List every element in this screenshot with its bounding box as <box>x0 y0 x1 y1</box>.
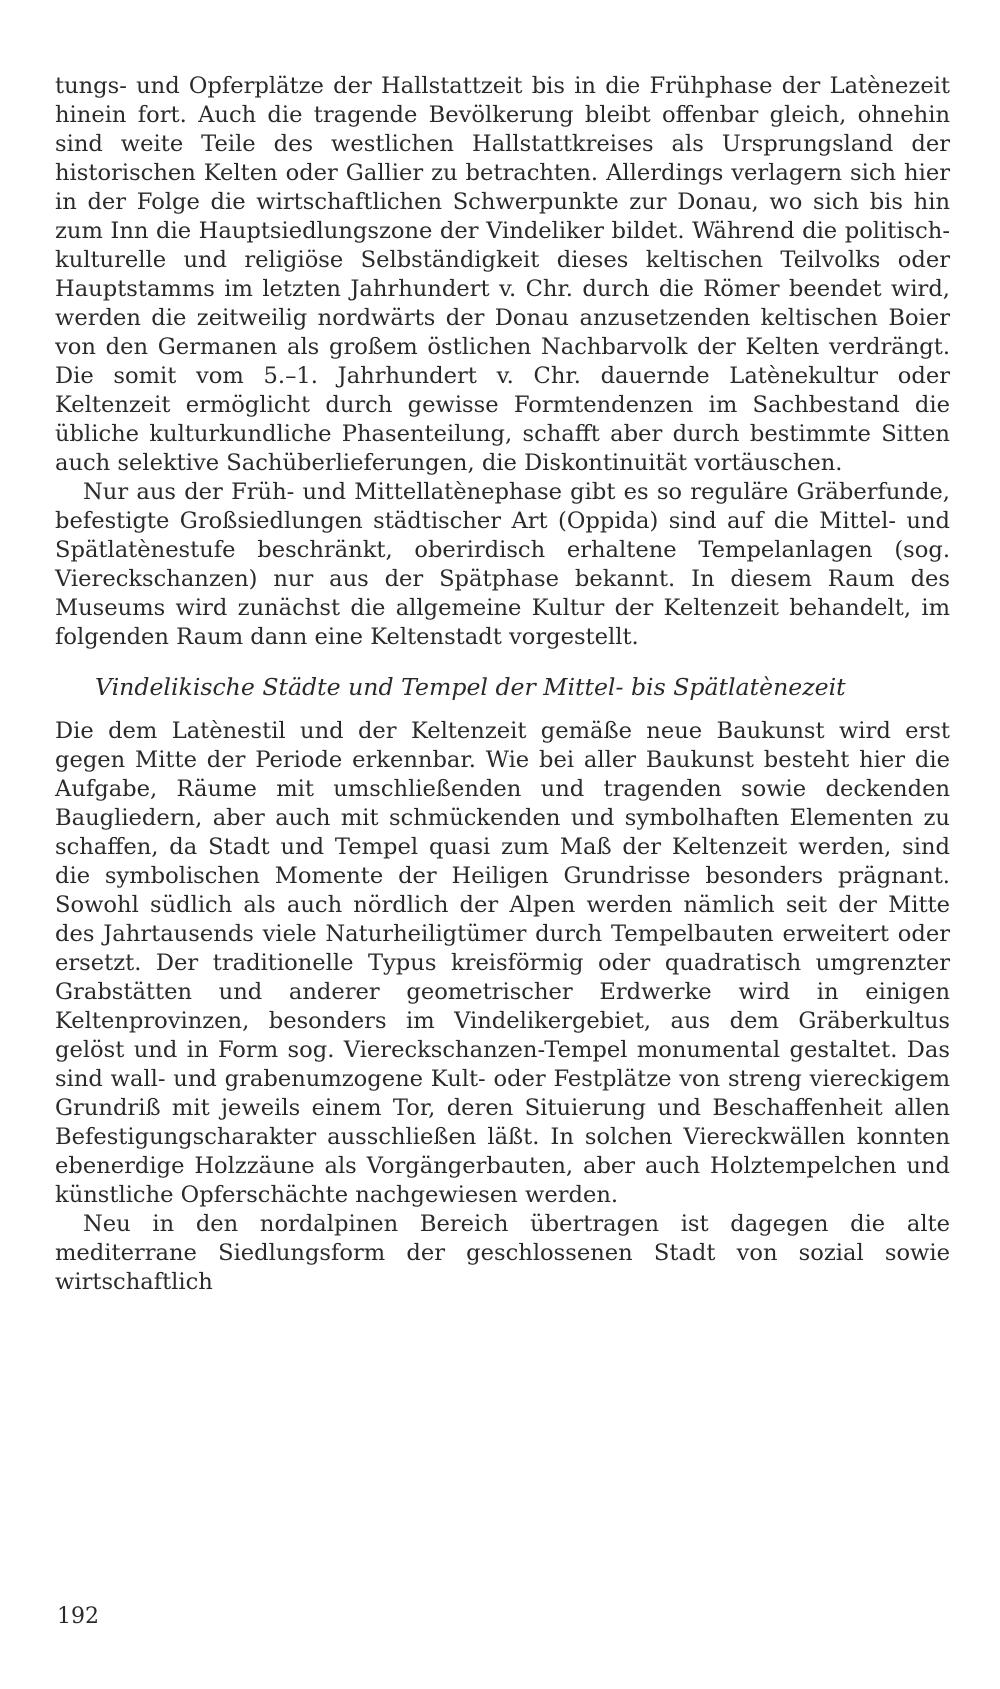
paragraph-1: tungs- und Opferplätze der Hallstattzeit bis in die Frühphase der Latènezeit hinein fort. Auch die tragende Bevölkerung bleibt offenbar gleich, ohnehin sind weite Teile des westlichen Hallstattkreises als Ursprungsland der historischen Kelten oder Gallier zu betrachten. Allerdings verlagern sich hier in der Folge die wirtschaftlichen Schwerpunkte zur Donau, wo sich bis hin zum Inn die Hauptsiedlungszone der Vindeliker bildet. Während die politisch-kulturelle und religiöse Selbständigkeit dieses keltischen Teilvolks oder Hauptstamms im letzten Jahrhundert v. Chr. durch die Römer beendet wird, werden die zeitweilig nordwärts der Donau anzusetzenden keltischen Boier von den Germanen als großem östlichen Nachbarvolk der Kelten verdrängt. Die somit vom 5.–1. Jahrhundert v. Chr. dauernde Latènekultur oder Keltenzeit ermöglicht durch gewisse Formtendenzen im Sachbestand die übliche kulturkundliche Phasenteilung, schafft aber durch bestimmte Sitten auch selektive Sachüberlieferungen, die Diskontinuität vortäuschen. <box>55 73 950 476</box>
paragraph-2: Nur aus der Früh- und Mittellatènephase gibt es so reguläre Gräberfunde, befestigte Großsiedlungen städtischer Art (Oppida) sind auf die Mittel- und Spätlatènestufe beschränkt, oberirdisch erhaltene Tempelanlagen (sog. Viereckschanzen) nur aus der Spätphase bekannt. In diesem Raum des Museums wird zunächst die allgemeine Kultur der Keltenzeit behandelt, im folgenden Raum dann eine Keltenstadt vorgestellt. <box>55 479 950 650</box>
section-heading: Vindelikische Städte und Tempel der Mittel- bis Spätlatènezeit <box>95 673 846 701</box>
page-number: 192 <box>57 1604 99 1629</box>
page-body <box>55 72 950 1297</box>
paragraph-4: Neu in den nordalpinen Bereich übertragen ist dagegen die alte mediterrane Siedlungsform der geschlossenen Stadt von sozial sowie wirtschaftlich <box>55 1211 950 1295</box>
paragraph-3: Die dem Latènestil und der Keltenzeit gemäße neue Baukunst wird erst gegen Mitte der Periode erkennbar. Wie bei aller Baukunst besteht hier die Aufgabe, Räume mit umschließenden und tragenden sowie deckenden Baugliedern, aber auch mit schmückenden und symbolhaften Elementen zu schaffen, da Stadt und Tempel quasi zum Maß der Keltenzeit werden, sind die symbolischen Momente der Heiligen Grundrisse besonders prägnant. Sowohl südlich als auch nördlich der Alpen werden nämlich seit der Mitte des Jahrtausends viele Naturheiligtümer durch Tempelbauten erweitert oder ersetzt. Der traditionelle Typus kreisförmig oder quadratisch umgrenzter Grabstätten und anderer geometrischer Erdwerke wird in einigen Keltenprovinzen, besonders im Vindelikergebiet, aus dem Gräberkultus gelöst und in Form sog. Viereckschanzen-Tempel monumental gestaltet. Das sind wall- und grabenumzogene Kult- oder Festplätze von streng viereckigem Grundriß mit jeweils einem Tor, deren Situierung und Beschaffenheit allen Befestigungscharakter ausschließen läßt. In solchen Viereckwällen konnten ebenerdige Holzzäune als Vorgängerbauten, aber auch Holztempelchen und künstliche Opferschächte nachgewiesen werden. <box>55 718 950 1208</box>
